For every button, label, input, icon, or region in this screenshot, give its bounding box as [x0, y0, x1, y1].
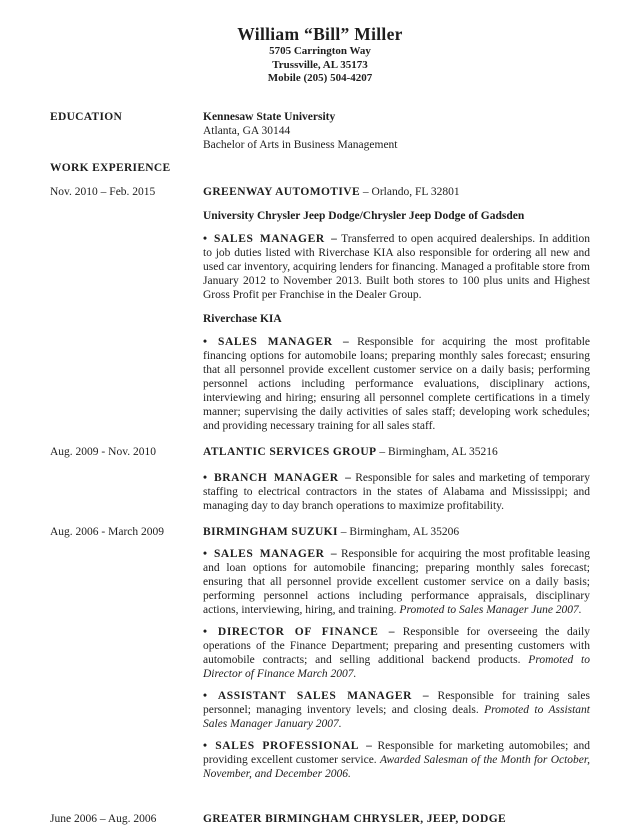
- address-line-1: 5705 Carrington Way: [269, 45, 371, 57]
- job-suzuki-entry-4-note: Awarded Salesman of the Month for October, November, and December 2006.: [203, 753, 590, 780]
- job-atlantic-entry-1-title: • BRANCH MANAGER –: [203, 471, 352, 484]
- job-suzuki-entry-1-body: Responsible for acquiring the most profitable leasing and loan options for automobile financing; preparing monthly sales forecast; ensuring that all personnel provide excellent customer service on a daily basis; performing personnel actions including performance appraisals, disciplinary actions, interviewing, hiring, and training.: [203, 547, 591, 616]
- job-greater-birmingham: [50, 812, 590, 826]
- job-greenway-company: GREENWAY AUTOMOTIVE: [203, 185, 361, 198]
- phone-line: Mobile (205) 504-4207: [267, 72, 373, 84]
- job-suzuki-entry-1: [203, 547, 590, 617]
- job-suzuki-content: [203, 525, 590, 781]
- job-suzuki-entry-4-body: Responsible for marketing automobiles; and providing excellent customer service.: [203, 739, 591, 766]
- job-suzuki-entry-3-note: Promoted to Assistant Sales Manager January 2007.: [203, 703, 591, 730]
- job-greenway-subheader-2: Riverchase KIA: [203, 312, 282, 325]
- job-greater-birmingham-company: GREATER BIRMINGHAM CHRYSLER, JEEP, DODGE: [203, 812, 507, 825]
- job-suzuki-entry-3-title: • ASSISTANT SALES MANAGER –: [203, 689, 430, 702]
- job-atlantic: [50, 445, 590, 513]
- job-greenway-location: – Orlando, FL 32801: [362, 185, 460, 198]
- job-suzuki-company-line: [203, 525, 590, 539]
- person-name: William “Bill” Miller: [237, 24, 403, 44]
- job-suzuki-entry-3-body: Responsible for training sales personnel; managing inventory levels; and closing deals.: [203, 689, 590, 716]
- education-label: EDUCATION: [50, 110, 123, 123]
- job-greenway-entry-2-title: • SALES MANAGER –: [203, 335, 350, 348]
- job-atlantic-company-line: [203, 445, 590, 459]
- education-section: [50, 110, 590, 152]
- job-suzuki-entry-3: [203, 689, 590, 731]
- job-greenway-company-line: [203, 185, 590, 199]
- job-greenway-content: [203, 185, 590, 433]
- job-greenway: [50, 185, 590, 433]
- education-school: Kennesaw State University: [203, 110, 336, 123]
- job-atlantic-entry-1-body: Responsible for sales and marketing of temporary staffing to electrical contractors in the states of Alabama and Mississippi; and managing day to day branch operations to maximize profitability.: [203, 471, 590, 512]
- education-label-cell: [50, 110, 203, 124]
- job-greenway-entry-1-body: Transferred to open acquired dealerships. In addition to job duties listed with Riverchase KIA also responsible for ordering all new and used car inventory, acquiring lenders for financing. Managed a profitable store from January 2012 to November 2013. Built both stores to 100 plus units and Highest Gross Profit per Franchise in the Dealer Group.: [203, 232, 590, 301]
- job-greater-birmingham-dates: June 2006 – Aug. 2006: [50, 812, 157, 825]
- job-atlantic-company: ATLANTIC SERVICES GROUP: [203, 445, 377, 458]
- job-atlantic-location: – Birmingham, AL 35216: [379, 445, 498, 458]
- job-suzuki-entry-2: [203, 625, 590, 681]
- job-atlantic-content: [203, 445, 590, 513]
- job-suzuki-entry-1-note: Promoted to Sales Manager June 2007.: [399, 603, 582, 616]
- work-experience-label: WORK EXPERIENCE: [50, 161, 171, 174]
- job-suzuki-entry-2-note: Promoted to Director of Finance March 2007.: [203, 653, 590, 680]
- education-location: Atlanta, GA 30144: [203, 124, 291, 137]
- job-suzuki-entry-1-title: • SALES MANAGER –: [203, 547, 338, 560]
- address-line-2: Trussville, AL 35173: [272, 58, 368, 71]
- job-greenway-dates: Nov. 2010 – Feb. 2015: [50, 185, 156, 198]
- job-greater-birmingham-company-line: [203, 812, 590, 826]
- job-atlantic-entry-1: [203, 471, 590, 513]
- resume-header: [50, 24, 590, 86]
- job-suzuki-dates: Aug. 2006 - March 2009: [50, 525, 165, 538]
- job-greenway-entry-2: [203, 335, 590, 433]
- job-suzuki-entry-2-body: Responsible for overseeing the daily operations of the Finance Department; preparing and presenting customers with automobile contracts; and selling additional backend products.: [203, 625, 590, 666]
- job-atlantic-dates: Aug. 2009 - Nov. 2010: [50, 445, 156, 458]
- job-suzuki-entry-4-title: • SALES PROFESSIONAL –: [203, 739, 373, 752]
- job-greenway-entry-1-title: • SALES MANAGER –: [203, 232, 338, 245]
- work-experience-section-header: [50, 161, 590, 175]
- education-degree: Bachelor of Arts in Business Management: [203, 138, 398, 151]
- work-experience-label-cell: [50, 161, 203, 175]
- job-suzuki-entry-2-title: • DIRECTOR OF FINANCE –: [203, 625, 396, 638]
- job-greenway-subheader-1: University Chrysler Jeep Dodge/Chrysler Jeep Dodge of Gadsden: [203, 209, 525, 222]
- job-greenway-entry-2-body: Responsible for acquiring the most profitable financing options for automobile loans; preparing monthly sales forecast; ensuring that all personnel provide excellent customer service on a daily basis; performing personnel actions including performance evaluations, disciplinary actions, interviewing and hiring; ensuring all personnel complete certifications in a timely manner; supervising the daily activities of sales staff; developing work schedules; and providing necessary training for all sales staff.: [203, 335, 590, 432]
- job-suzuki: [50, 525, 590, 781]
- job-greenway-entry-1: [203, 232, 590, 302]
- education-content: [203, 110, 590, 152]
- job-greater-birmingham-content: [203, 812, 590, 826]
- job-suzuki-location: – Birmingham, AL 35206: [340, 525, 460, 538]
- job-suzuki-entry-4: [203, 739, 590, 781]
- job-suzuki-company: BIRMINGHAM SUZUKI: [203, 525, 338, 538]
